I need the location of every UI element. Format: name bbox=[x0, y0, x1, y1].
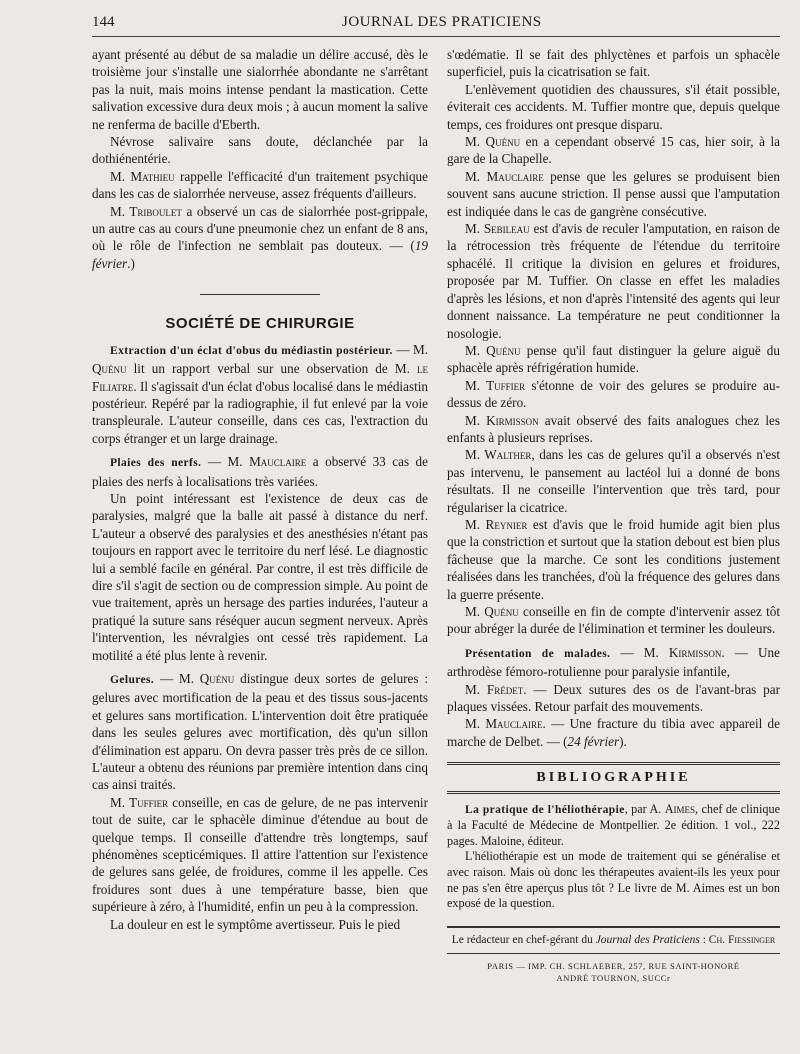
section-title: SOCIÉTÉ DE CHIRURGIE bbox=[165, 315, 355, 333]
page-header bbox=[92, 12, 780, 37]
rubric-title: Présentation de malades. bbox=[465, 647, 611, 660]
author-name: M. Mathieu bbox=[110, 168, 175, 184]
author-name: Quénu bbox=[199, 671, 235, 686]
editor-name: : Ch. Fiessinger bbox=[699, 933, 776, 946]
paragraph-text: , par A. bbox=[624, 801, 665, 816]
author-name: Kirmisson bbox=[668, 644, 722, 660]
paragraph bbox=[92, 203, 428, 273]
footer-rule bbox=[447, 953, 780, 954]
paragraph-text: , chef de clinique à la Faculté de Médecine de Montpellier. 2e édition. 1 vol., 222 pages. Maloine, éditeur. bbox=[447, 801, 781, 848]
book-title: La pratique de l'héliothérapie bbox=[465, 803, 625, 816]
footer-rule bbox=[447, 926, 780, 928]
paragraph bbox=[92, 341, 428, 447]
author-name: M. Triboulet bbox=[110, 203, 182, 219]
paragraph-text: est d'avis que le froid humide agit bien plus que la constriction et surtout que la station debout est bien plus fâcheuse que la marche. Ce sont les conditions justement réalisées dans les tranchées, d'où la fréquence des gelures dans la guerre présente. bbox=[447, 516, 780, 602]
paragraph-text: conseille, en cas de gelure, de ne pas intervenir tout de suite, car le sphacèle diminue d'étendue au bout de quelque temps. Il conseille d'attendre très longtemps, sauf phénomènes scepticémiques. Il attire l'attention sur l'existence de gelures sans gelée, de froidures, comme il les appelle. Ces froidures sont dues à une température basse, bien que supérieure à zéro, à l'humidité, enfin un peu à la compression. bbox=[92, 794, 428, 915]
paragraph bbox=[447, 715, 780, 750]
paragraph bbox=[92, 670, 428, 794]
author-name: M. Tuffier bbox=[110, 794, 169, 810]
bibliography bbox=[447, 802, 780, 912]
journal-name: Journal des Praticiens bbox=[595, 933, 700, 946]
paragraph bbox=[447, 446, 780, 516]
date: 19 février bbox=[92, 238, 428, 271]
paragraph-text: — M. bbox=[392, 341, 428, 357]
paragraph-text: — M. bbox=[610, 644, 669, 660]
author-name: M. Tuffier bbox=[465, 377, 526, 393]
paragraph-text: — M. bbox=[154, 671, 200, 686]
paragraph bbox=[447, 681, 780, 716]
paragraph bbox=[447, 342, 780, 377]
paragraph-text: distingue deux sortes de gelures : gelures avec mortification de la peau et des tissus sous-jacents et gelures sans mortification. L'intervention doit être pratiquée dans les seules gelures avec mortification, dès qu'un sillon d'élimination est apparu. On devra passer très près de ce sillon. L'auteur a obtenu des réunions par première intention dans cinq cas ainsi traités. bbox=[92, 671, 428, 793]
paragraph: Névrose salivaire sans doute, déclanchée par la dothiénentérie. bbox=[92, 134, 428, 167]
paragraph-text: est d'avis de reculer l'amputation, en raison de la rétrocession très fréquente de l'étendue du territoire sphacélé. Il critique la division en gelures et froidures, proposée par M. Tuffier. On classe en effet les maladies d'après les lésions, et non d'après l'intensité des agents qui leur donnent naissance. La température ne peut conditionner la nosologie. bbox=[447, 221, 780, 341]
paragraph: s'œdématie. Il se fait des phlyctènes et parfois un sphacèle superficiel, puis la cicatrisation se fait. bbox=[447, 47, 780, 80]
author-name: M. Quénu bbox=[465, 342, 521, 358]
author-name: M. Kirmisson bbox=[465, 412, 539, 428]
author-name: M. Frédet bbox=[465, 681, 524, 697]
author-name: M. Reynier bbox=[465, 516, 528, 532]
paragraph-text: .) bbox=[127, 255, 135, 271]
paragraph-text: avait observé des faits analogues chez les enfants à plusieurs reprises. bbox=[447, 412, 780, 445]
rubric-title: Plaies des nerfs. bbox=[110, 457, 202, 470]
bibliography-title: BIBLIOGRAPHIE bbox=[536, 770, 691, 786]
paragraph-text: . — Deux sutures des os de l'avant-bras par plaques vissées. Retour parfait des mouvements. bbox=[447, 681, 780, 715]
paragraph bbox=[447, 603, 780, 638]
paragraph bbox=[92, 453, 428, 490]
paragraph-text: pense que les gelures se produisent bien souvent sans aucune striction. Il pense aussi que l'amputation est indiquée dans le cas de gangrène consécutive. bbox=[447, 168, 780, 219]
paragraph bbox=[92, 794, 428, 916]
author-name: Quénu bbox=[92, 361, 127, 377]
rubric-title: Extraction d'un éclat d'obus du médiastin postérieur. bbox=[110, 344, 393, 357]
paragraph-text: , dans les cas de gelures qu'il a observés n'est pas intervenu, le pansement au lactéol lui a donné de bons résultats. Il ne conseille l'intervention que très tard, pour régulariser la cicatrice. bbox=[447, 447, 780, 515]
paragraph-text: — M. bbox=[201, 454, 250, 470]
paragraph: La douleur en est le symptôme avertisseur. Puis le pied bbox=[110, 916, 401, 932]
paragraph: ayant présenté au début de sa maladie un délire accusé, dès le troisième jour s'installe une sialorrhée abondante ne s'arrêtant pas la nuit, mais moins intense pendant la mastication. Cette salivation excessive dura deux mois ; à aucun moment la salive ne renferma de bacille d'Eberth. bbox=[92, 47, 428, 132]
paragraph: Un point intéressant est l'existence de deux cas de paralysies, malgré que la balle ait passé à distance du nerf. L'auteur a observé des paralysies et des anesthésies n'étant pas toujours en rapport avec le territoire du nerf lésé. Le diagnostic lui a semblé facile en général. Par contre, il est très difficile de dire s'il s'agit de section ou de compression simple. Au point de vue traitement, après un hersage des parties indurées, l'auteur a pratiqué la suture sans réséquer aucun segment nerveux. Après l'intervention, les névralgies ont cessé très rapidement. La motilité a été plus lente à revenir. bbox=[92, 490, 428, 663]
author-name: M. Mauclaire bbox=[465, 168, 544, 184]
right-column bbox=[447, 46, 780, 984]
paragraph-text: a observé un cas de sialorrhée post-grippale, un autre cas au cours d'une pneumonie chez un enfant de 8 ans, où le rôle de l'infection ne semblait pas douteux. — ( bbox=[92, 203, 428, 254]
paragraph-text: a observé 33 cas de plaies des nerfs à localisations très variées. bbox=[92, 454, 429, 489]
paragraph bbox=[447, 412, 780, 447]
paragraph bbox=[447, 516, 780, 603]
date: 24 février bbox=[567, 733, 620, 749]
author-name: M. Quénu bbox=[465, 604, 519, 619]
paragraph-text: lit un rapport verbal sur une observation de M. bbox=[126, 361, 417, 377]
journal-title: JOURNAL DES PRATICIENS bbox=[342, 14, 542, 30]
paragraph-text: rappelle l'efficacité d'un traitement psychique dans les cas de sialorrhée nerveuse, assez fréquents d'ailleurs. bbox=[92, 168, 428, 202]
author-name: Mauclaire bbox=[249, 454, 307, 470]
paragraph-text: en a cependant observé 15 cas, hier soir, à la gare de la Chapelle. bbox=[447, 134, 781, 167]
separator-rule bbox=[200, 294, 320, 295]
paragraph bbox=[447, 168, 780, 220]
paragraph bbox=[447, 377, 780, 412]
author-name: le Filiatre bbox=[92, 361, 428, 394]
imprint-line: ANDRÉ TOURNON, SUCCr bbox=[556, 973, 671, 984]
paragraph bbox=[447, 220, 780, 342]
paragraph-text: . Il s'agissait d'un éclat d'obus localisé dans le médiastin postérieur. Repéré par la radiographie, il fut enlevé par la voie transpleurale. L'auteur conseille, dans ces cas, l'extraction du corps étranger et un large drainage. bbox=[92, 378, 428, 446]
author-name: Aimes bbox=[664, 801, 696, 816]
paragraph bbox=[447, 644, 780, 681]
author-name: M. Walther bbox=[465, 447, 532, 463]
double-rule bbox=[447, 762, 780, 765]
paragraph bbox=[447, 802, 780, 850]
paragraph: L'enlèvement quotidien des chaussures, s'il était possible, éviterait ces accidents. M. Tuffier montre que, depuis quelque temps, ces froidures ont presque disparu. bbox=[447, 81, 780, 132]
author-name: M. Sebileau bbox=[465, 221, 530, 237]
paragraph-text: ). bbox=[619, 733, 627, 749]
imprint bbox=[447, 960, 780, 984]
paragraph bbox=[447, 133, 780, 168]
editor-text: Le rédacteur en chef-gérant du bbox=[451, 933, 596, 946]
rubric-title: Gelures. bbox=[110, 674, 155, 686]
paragraph-text: . — Une fracture du tibia avec appareil de marche de Delbet. — ( bbox=[447, 716, 781, 749]
paragraph-text: pense qu'il faut distinguer la gelure aiguë du sphacèle après réfrigération humide. bbox=[447, 342, 780, 376]
paragraph-text: conseille en fin de compte d'intervenir assez tôt pour abréger la durée de l'élimination et terminer les douleurs. bbox=[447, 604, 780, 637]
page-number: 144 bbox=[92, 14, 115, 30]
paragraph-text: s'étonne de voir des gelures se produire au-dessus de zéro. bbox=[447, 377, 780, 411]
left-column bbox=[92, 46, 428, 933]
editor-line bbox=[447, 932, 780, 949]
double-rule bbox=[447, 791, 780, 794]
imprint-line: PARIS — IMP. CH. SCHLAEBER, 257, RUE SAINT-HONORÉ bbox=[487, 961, 740, 972]
paragraph-text: . — Une arthrodèse fémoro-rotulienne pour paralysie infantile, bbox=[447, 644, 780, 680]
author-name: M. Quénu bbox=[465, 134, 521, 150]
author-name: M. Mauclaire bbox=[465, 716, 543, 732]
paragraph: L'héliothérapie est un mode de traitement qui se généralise et avec raison. Mais où donc les thérapeutes avaient-ils les yeux pour ne pas s'en être aperçus plus tôt ? Le livre de M. Aimes est un bon exposé de la question. bbox=[447, 849, 780, 911]
paragraph bbox=[92, 168, 428, 203]
